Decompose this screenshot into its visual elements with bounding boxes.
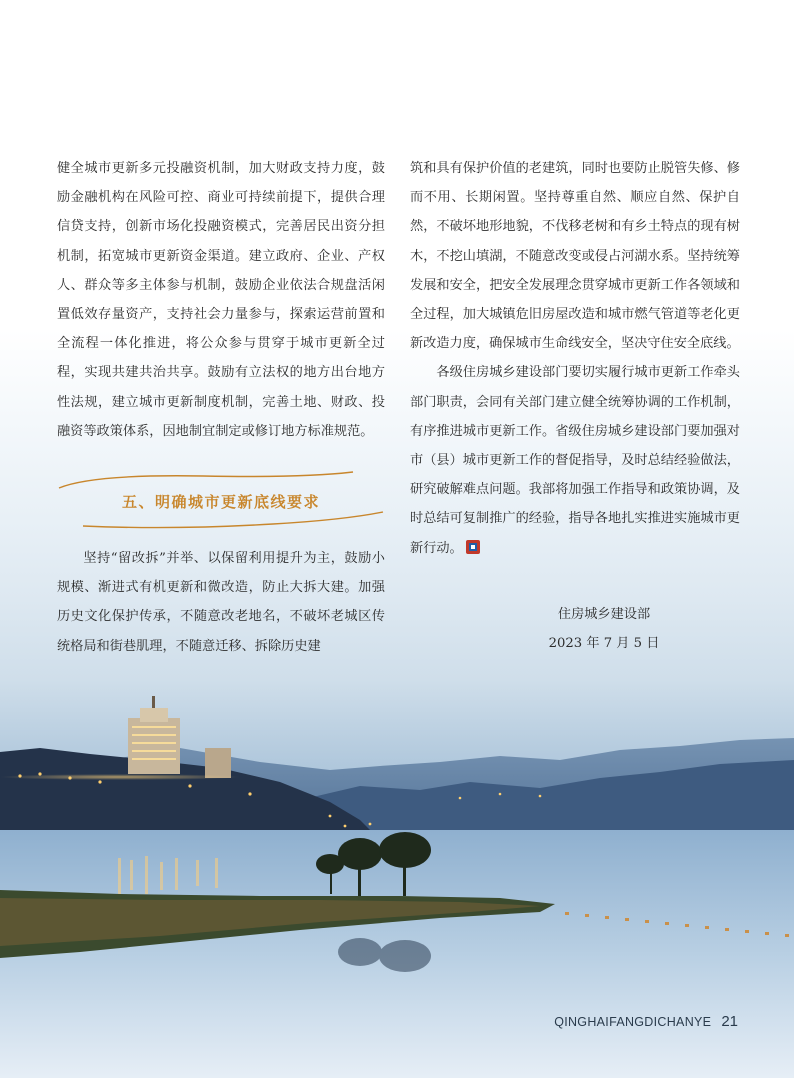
paragraph: 筑和具有保护价值的老建筑，同时也要防止脱管失修、修而不用、长期闲置。坚持尊重自然、顺应自然、保护自然，不破坏地形地貌，不伐移老树和有乡土特点的现有树木，不挖山填湖，不随意改变或侵占河湖水系。坚持统筹发展和安全，把安全发展理念贯穿城市更新工作各领域和全过程，加大城镇危旧房屋改造和城市燃气管道等老化更新改造力度，确保城市生命线安全，坚决守住安全底线。 [410,161,740,352]
signature-block [410,600,740,658]
section-heading: 五、明确城市更新底线要求 [121,493,320,512]
page-number: 21 [721,1013,738,1030]
issue-date: 2023 年 7 月 5 日 [548,636,660,651]
section-heading-box [57,468,385,532]
paragraph-closing [410,358,740,562]
page-footer [554,1013,738,1030]
paragraph-text: 各级住房城乡建设部门要切实履行城市更新工作牵头部门职责，会同有关部门建立健全统筹协调的工作机制，有序推进城市更新工作。省级住房城乡建设部门要加强对市（县）城市更新工作的督促指导，及时总结经验做法，研究破解难点问题。我部将加强工作指导和政策协调，及时总结可复制推广的经验，指导各地扎实推进实施城市更新行动。 [410,365,740,556]
right-text-column [410,154,740,563]
end-mark-icon [466,540,480,554]
left-text-column [57,154,385,661]
magazine-name: QINGHAIFANGDICHANYE [554,1015,712,1029]
paragraph: 健全城市更新多元投融资机制，加大财政支持力度，鼓励金融机构在风险可控、商业可持续前提下，提供合理信贷支持，创新市场化投融资模式，完善居民出资分担机制，拓宽城市更新资金渠道。建立政府、企业、产权人、群众等多主体参与机制，鼓励企业依法合规盘活闲置低效存量资产，支持社会力量参与，探索运营前置和全流程一体化推进，将公众参与贯穿于城市更新全过程，实现共建共治共享。鼓励有立法权的地方出台地方性法规，建立城市更新制度机制，完善土地、财政、投融资等政策体系，因地制宜制定或修订地方标准规范。 [57,161,385,439]
paragraph: 坚持“留改拆”并举、以保留利用提升为主，鼓励小规模、渐进式有机更新和微改造，防止大拆大建。加强历史文化保护传承，不随意改老地名，不破坏老城区传统格局和街巷肌理，不随意迁移、拆除历史建 [57,551,385,654]
issuer: 住房城乡建设部 [557,607,651,622]
